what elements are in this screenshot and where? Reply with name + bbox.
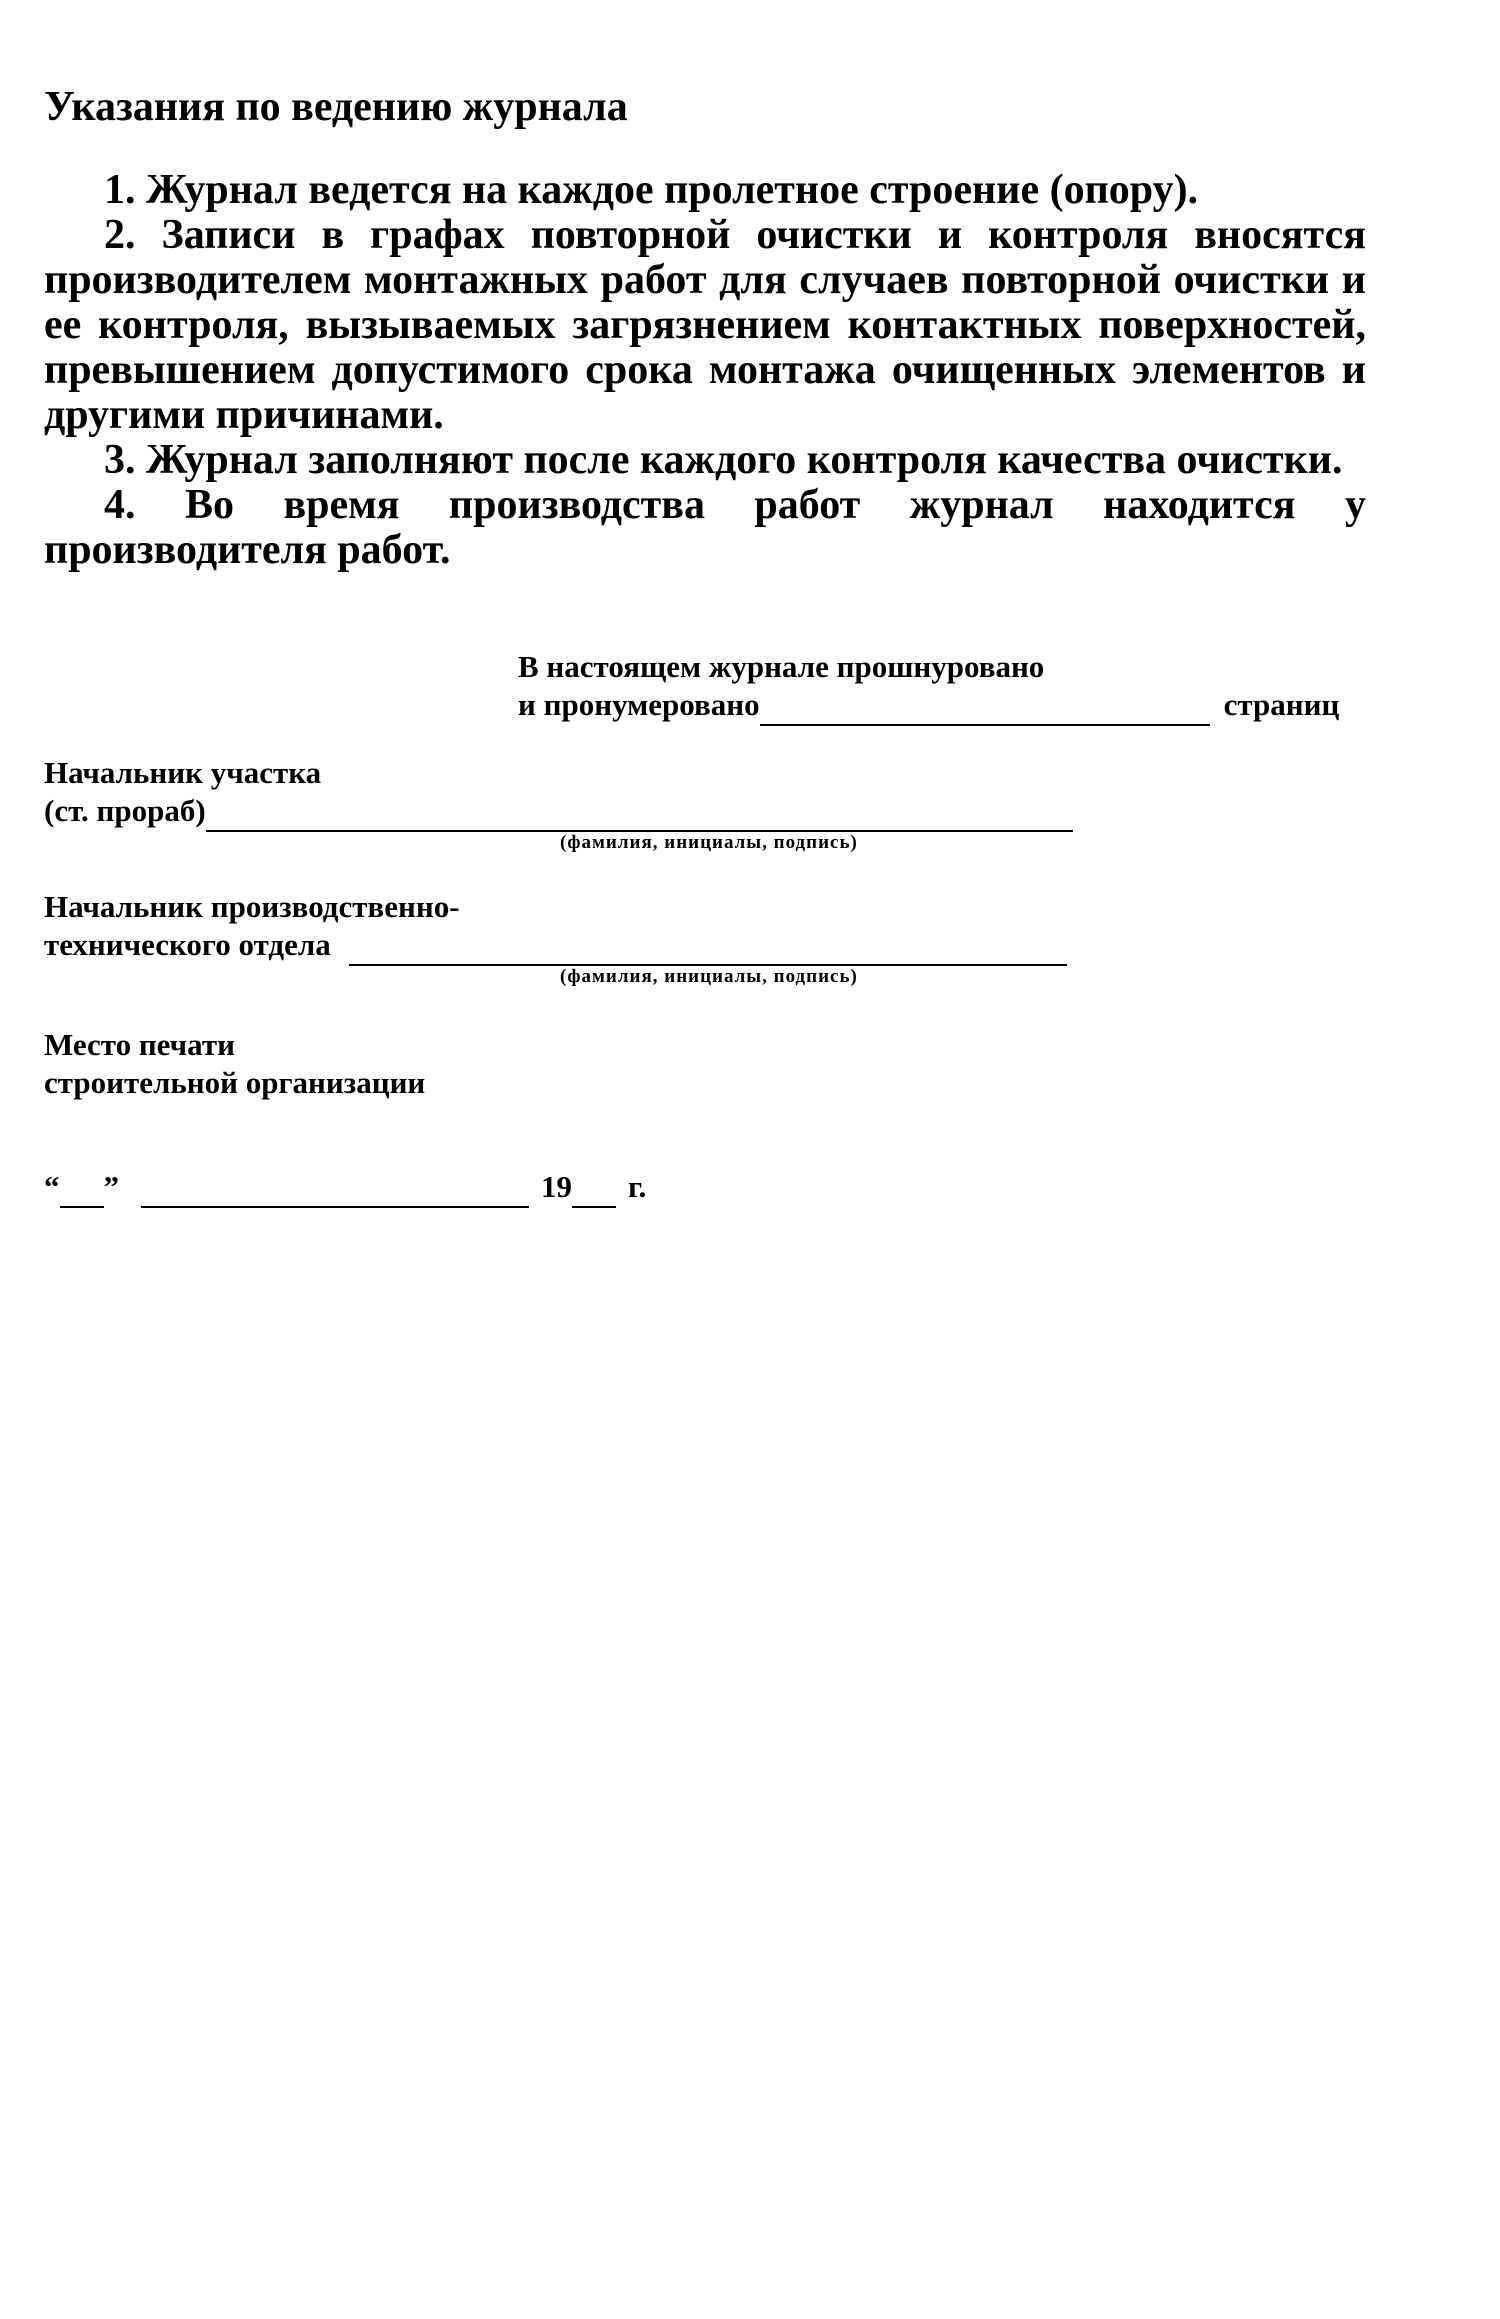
year-prefix: 19 [541,1169,572,1204]
date-line [44,1168,646,1208]
pto-chief-label-2: технического отдела [44,926,1067,964]
pto-chief-signature-field[interactable] [349,926,1067,966]
instruction-item: 3. Журнал заполняют после каждого контроля качества очистки. [104,437,1343,483]
stamp-label: Место печати [44,1027,235,1062]
binding-statement [518,648,1339,724]
page-title: Указания по ведению журнала [44,84,628,130]
section-chief-label-2: (ст. прораб) [44,792,1073,830]
instruction-item: 1. Журнал ведется на каждое пролетное строение (опору). [104,167,1199,213]
instructions-list [44,168,1366,573]
section-chief-hint: (фамилия, инициалы, подпись) [560,832,858,853]
year-field[interactable] [572,1168,616,1208]
day-field[interactable] [60,1168,104,1208]
section-chief-signature-field[interactable] [206,792,1073,832]
binding-prefix: и пронумеровано [518,687,760,722]
pto-chief-label: Начальник производственно- [44,889,460,924]
month-field[interactable] [141,1168,529,1208]
binding-suffix: страниц [1223,687,1340,722]
year-suffix: г. [628,1169,647,1204]
date-open-quote: “ [44,1169,60,1204]
binding-line-1: В настоящем журнале прошнуровано [518,649,1045,684]
pto-chief-hint: (фамилия, инициалы, подпись) [560,966,858,987]
page-count-field[interactable] [760,686,1210,726]
instruction-item: 2. Записи в графах повторной очистки и контроля вносятся производителем монтажных работ для случаев повторной очистки и ее контроля, вызываемых загрязнением контактных поверхностей, превышением допустимого срока монтажа очищенных элементов и другими причинами. [44,212,1366,438]
stamp-place [44,1026,425,1102]
date-close-quote: ” [103,1169,119,1204]
binding-line-2 [518,686,1339,724]
section-chief-signature [44,754,1073,830]
pto-chief-signature [44,888,1067,964]
section-chief-label: Начальник участка [44,755,322,790]
instruction-item: 4. Во время производства работ журнал находится у производителя работ. [44,482,1366,573]
stamp-label-2: строительной организации [44,1065,426,1100]
